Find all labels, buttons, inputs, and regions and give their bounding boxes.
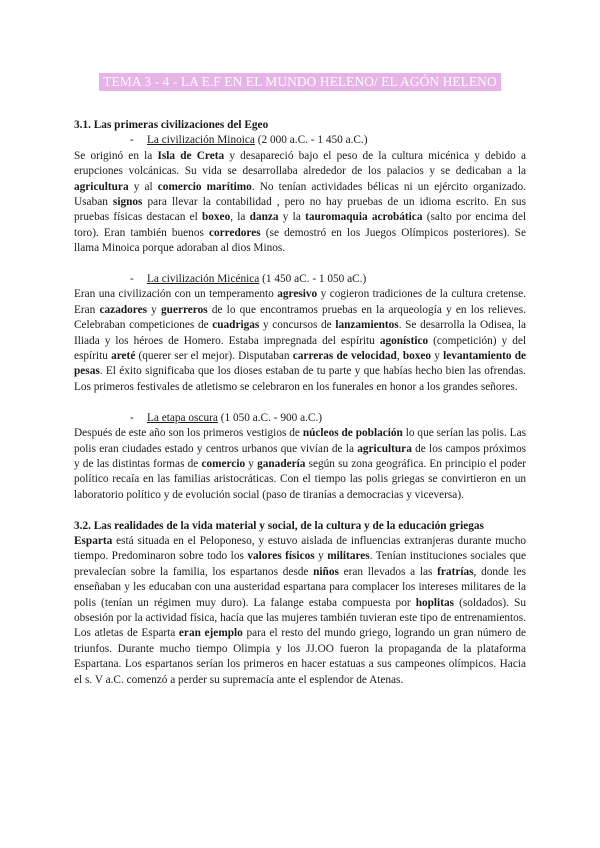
bold-term: corredores — [209, 226, 261, 239]
subheading-minoica-dates: (2 000 a.C. - 1 450 a.C.) — [254, 134, 368, 147]
text-run: y — [245, 457, 258, 470]
text-run: , — [396, 350, 403, 363]
text-run: y — [431, 350, 444, 363]
bold-term: militares — [327, 550, 370, 563]
text-run: y al — [128, 180, 158, 193]
bold-term: fratrías — [437, 565, 474, 578]
text-run: y concursos de — [259, 319, 336, 332]
spacer — [74, 503, 526, 518]
bold-term: eran ejemplo — [178, 627, 243, 640]
paragraph-micenica — [74, 287, 526, 395]
text-run: (competición) y del espíritu — [74, 334, 526, 363]
text-run: está situada en el Peloponeso, y estuvo aislada de influencias extranjeras durante mucho tiempo. Predominaron sobre todo los — [74, 534, 526, 563]
bold-term: comercio marítimo — [157, 180, 252, 193]
text-run: y cogieron tradiciones de la cultura cretense. Eran — [74, 288, 527, 316]
bold-term: agresivo — [277, 288, 318, 301]
text-run: , la — [230, 211, 250, 224]
bold-term: Isla de Creta — [157, 149, 225, 162]
spacer — [74, 257, 526, 272]
spacer — [74, 395, 526, 410]
subheading-minoica — [74, 133, 526, 148]
paragraph-esparta — [74, 534, 526, 688]
paragraph-minoica — [74, 149, 526, 257]
bullet-dash: - — [130, 273, 134, 286]
bold-term: signos — [112, 196, 143, 209]
document-title: TEMA 3 - 4 - LA E.F EN EL MUNDO HELENO/ EL AGÓN HELENO — [99, 73, 500, 91]
text-run: para el resto del mundo griego, logrando un gran número de triunfos. Durante mucho tiempo Olimpia y los JJ.OO fueron la propaganda de la plataforma Espartana. Los espartanos serían los primeros en hacer estatuas a sus campeones olímpicos. Hacia el s. V a.C. comenzó a perder su supremacía ante el esplendor de Atenas. — [74, 627, 526, 686]
bold-term: lanzamientos — [335, 319, 399, 332]
subheading-minoica-name: La civilización Minoica — [147, 134, 255, 147]
subheading-oscura-name: La etapa oscura — [147, 411, 218, 424]
text-run: . Se desarrolla la Odisea, la Iliada y los héroes de Homero. Estaba impregnada del espíritu — [74, 319, 526, 347]
section-heading-3-1: 3.1. Las primeras civilizaciones del Egeo — [74, 119, 269, 131]
bold-term: ganadería — [257, 457, 306, 470]
bold-term: valores físicos — [247, 550, 315, 563]
text-run: y la — [278, 211, 306, 224]
subheading-oscura-dates: (1 050 a.C. - 900 a.C.) — [217, 411, 323, 424]
bold-term: niños — [313, 565, 339, 578]
bold-term: tauromaquia acrobática — [305, 211, 423, 224]
text-run: Después de este año son los primeros vestigios de — [74, 427, 303, 440]
document-body — [74, 118, 526, 688]
bold-term: hoplitas — [415, 596, 455, 609]
text-run: . El éxito significaba que los dioses estaban de tu parte y que habías hecho bien las ofrendas. Los primeros festivales de atletismo se celebraron en los funerales en honor a los grandes señores. — [74, 365, 526, 393]
text-run: y desapareció bajo el peso de la cultura micénica y debido a erupciones volcánicas. Su vida se desarrollaba alrededor de los palacios y se dedicaban a la — [74, 149, 526, 178]
bold-term: danza — [249, 211, 279, 224]
bold-term: areté — [111, 350, 136, 363]
text-run: eran llevados a las — [338, 565, 438, 578]
text-run: (querer ser el mejor). Disputaban — [135, 350, 293, 363]
bullet-dash: - — [130, 134, 134, 147]
subheading-micenica — [74, 272, 526, 287]
subheading-micenica-name: La civilización Micénica — [147, 273, 260, 286]
text-run: . No tenían actividades bélicas ni un ejército organizado. Usaban — [74, 180, 526, 209]
text-run: para llevar la contabilidad , pero no hay pruebas de un idioma escrito. En sus pruebas físicas destacan el — [74, 196, 526, 224]
subheading-oscura — [74, 411, 526, 426]
section-heading-3-2: 3.2. Las realidades de la vida material y social, de la cultura y de la educación griegas — [74, 519, 484, 532]
text-run: de los campos próximos y de las distintas formas de — [74, 442, 526, 470]
text-run: (salto por encima del toro). Eran también buenos — [74, 211, 526, 239]
bold-term: boxeo — [402, 350, 432, 363]
bold-term: boxeo — [201, 211, 231, 224]
bold-term: guerreros — [161, 303, 208, 316]
bold-term: agricultura — [357, 442, 412, 455]
text-run: Se originó en la — [74, 149, 158, 162]
text-run: y — [314, 550, 328, 563]
bold-term: levantamiento de pesas — [74, 350, 526, 378]
bold-term: núcleos de población — [302, 427, 403, 440]
title-bar — [0, 73, 600, 91]
bold-term: Esparta — [74, 534, 113, 547]
bullet-dash: - — [130, 411, 134, 424]
text-run: . Tenían instituciones sociales que prevalecían sobre la familia, los espartanos desde — [74, 550, 526, 578]
text-run: Eran una civilización con un temperamento — [74, 288, 278, 301]
paragraph-oscura — [74, 426, 526, 503]
text-run: lo que serían las polis. Las polis eran ciudades estado y centros urbanos que vivían de la — [74, 427, 526, 455]
text-run: y — [147, 303, 162, 316]
text-run: según su zona geográfica. En principio el poder político recaía en las familias aristocráticas. Con el tiempo las polis griegas se convirtieron en un laboratorio político y de evolución social (paso de tiranías a democracias y viceversa). — [74, 457, 527, 501]
text-run: de lo que encontramos pruebas en la arqueología y en los relieves. Celebraban competiciones de — [74, 303, 527, 332]
bold-term: agonístico — [379, 334, 429, 347]
text-run: (se demostró en los Juegos Olímpicos posteriores). Se llama Minoica porque adoraban al dios Minos. — [74, 226, 526, 255]
bold-term: cuadrigas — [212, 319, 260, 332]
text-run: , donde les enseñaban y les educaban con una austeridad espartana para complacer los intereses militares de la polis (tenían un régimen muy duro). La falange estaba compuesta por — [74, 565, 526, 609]
bold-term: cazadores — [99, 303, 147, 316]
bold-term: carreras de velocidad — [292, 350, 397, 363]
bold-term: agricultura — [74, 180, 129, 193]
text-run: (soldados). Su obsesión por la actividad física, hacía que las mujeres también tuvieran este tipo de entrenamientos. Los atletas de Esparta — [74, 596, 527, 640]
bold-term: comercio — [201, 457, 246, 470]
subheading-micenica-dates: (1 450 aC. - 1 050 aC.) — [259, 273, 367, 286]
